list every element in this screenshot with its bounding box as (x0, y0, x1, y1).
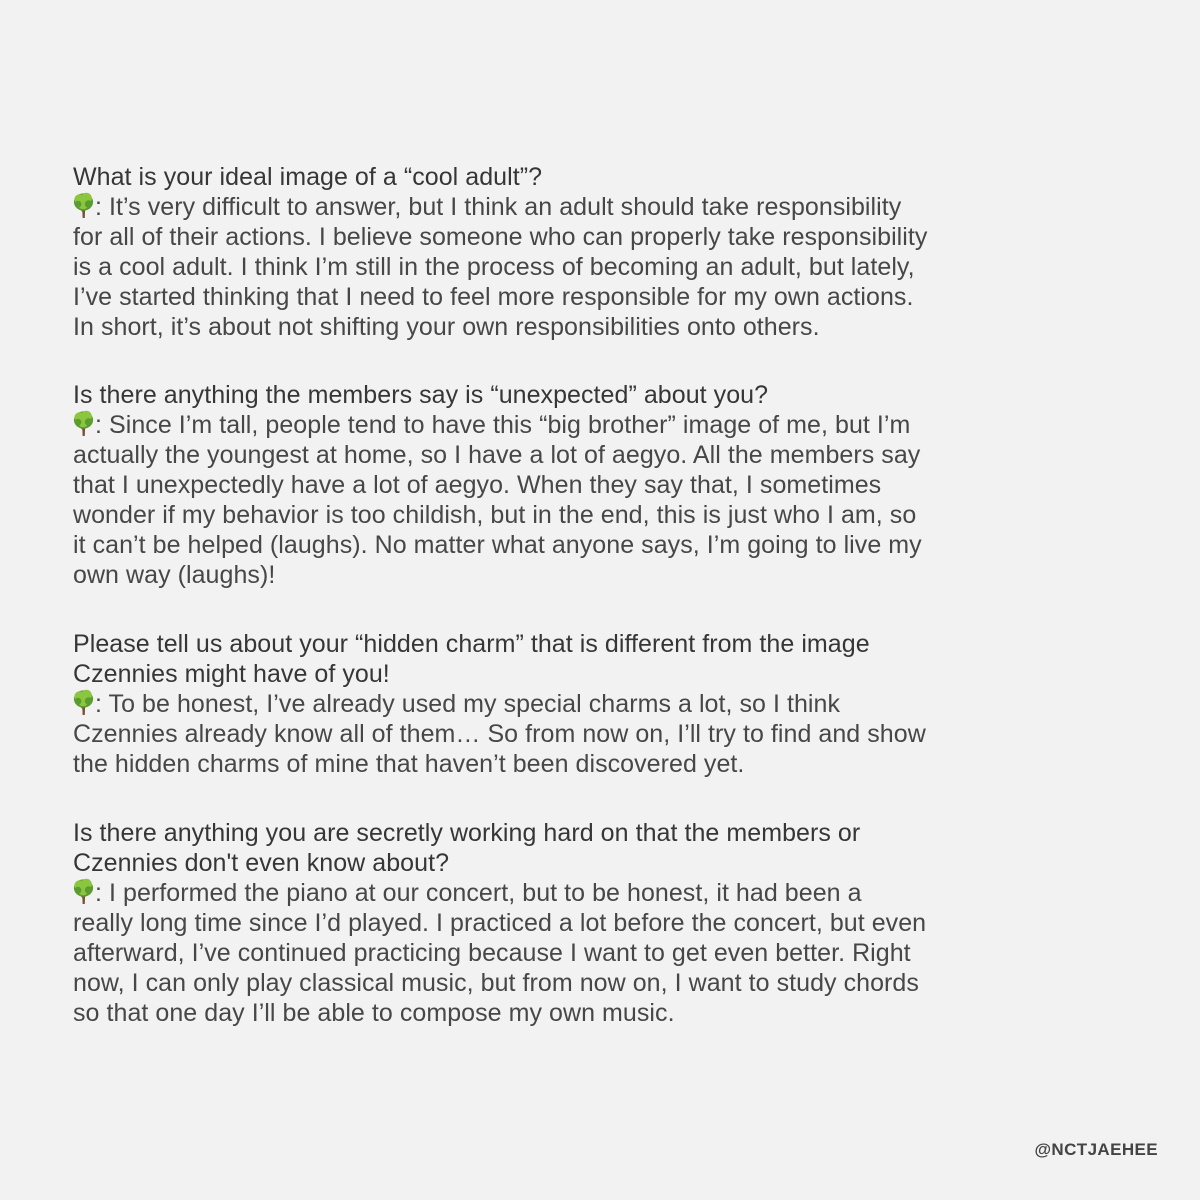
answer-text (73, 410, 1133, 590)
answer-text (73, 689, 1133, 779)
answer-prefix: : (95, 879, 109, 907)
qa-item-hidden-charm (73, 629, 1133, 779)
tree-icon (73, 410, 94, 437)
answer-line: for all of their actions. I believe someone who can properly take responsibility (73, 223, 928, 251)
qa-item-secret-work (73, 818, 1133, 1028)
question-text: What is your ideal image of a “cool adult”? (73, 163, 543, 191)
answer-line-text: To be honest, I’ve already used my special charms a lot, so I think (108, 690, 841, 718)
answer-line: afterward, I’ve continued practicing because I want to get even better. Right (73, 939, 911, 967)
answer-line: really long time since I’d played. I practiced a lot before the concert, but even (73, 909, 927, 937)
qa-item-unexpected (73, 380, 1133, 590)
answer-line-text: It’s very difficult to answer, but I think an adult should take responsibility (109, 193, 902, 221)
answer-line (73, 689, 1133, 719)
answer-prefix: : (95, 411, 109, 439)
answer-line (73, 192, 1133, 222)
answer-line: actually the youngest at home, so I have a lot of aegyo. All the members say (73, 441, 921, 469)
question-text: Please tell us about your “hidden charm” that is different from the image Czennies might have of you! (73, 630, 870, 688)
qa-item-cool-adult (73, 162, 1133, 342)
answer-line: is a cool adult. I think I’m still in the process of becoming an adult, but lately, (73, 253, 915, 281)
tree-icon (73, 689, 94, 716)
answer-prefix: : (95, 193, 109, 221)
answer-line: it can’t be helped (laughs). No matter what anyone says, I’m going to live my (73, 531, 922, 559)
answer-text (73, 878, 1133, 1028)
answer-line (73, 878, 1133, 908)
answer-prefix: : (95, 690, 109, 718)
tree-icon (73, 878, 94, 905)
question-text: Is there anything you are secretly working hard on that the members or Czennies don't even know about? (73, 819, 861, 877)
answer-line: Czennies already know all of them… So from now on, I’ll try to find and show (73, 720, 926, 748)
question-text: Is there anything the members say is “unexpected” about you? (73, 381, 769, 409)
answer-line: that I unexpectedly have a lot of aegyo. When they say that, I sometimes (73, 471, 882, 499)
answer-line: I’ve started thinking that I need to feel more responsible for my own actions. (73, 283, 914, 311)
answer-line: now, I can only play classical music, but from now on, I want to study chords (73, 969, 919, 997)
answer-line: the hidden charms of mine that haven’t been discovered yet. (73, 750, 745, 778)
tree-icon (73, 192, 94, 219)
answer-line-text: Since I’m tall, people tend to have this “big brother” image of me, but I’m (109, 411, 911, 439)
answer-line: own way (laughs)! (73, 561, 276, 589)
answer-line-text: I performed the piano at our concert, but to be honest, it had been a (109, 879, 862, 907)
answer-line (73, 410, 1133, 440)
answer-line: wonder if my behavior is too childish, but in the end, this is just who I am, so (73, 501, 917, 529)
answer-line: In short, it’s about not shifting your own responsibilities onto others. (73, 313, 820, 341)
author-handle: @NCTJAEHEE (1034, 1140, 1158, 1159)
answer-text (73, 192, 1133, 342)
answer-line: so that one day I’ll be able to compose my own music. (73, 999, 675, 1027)
